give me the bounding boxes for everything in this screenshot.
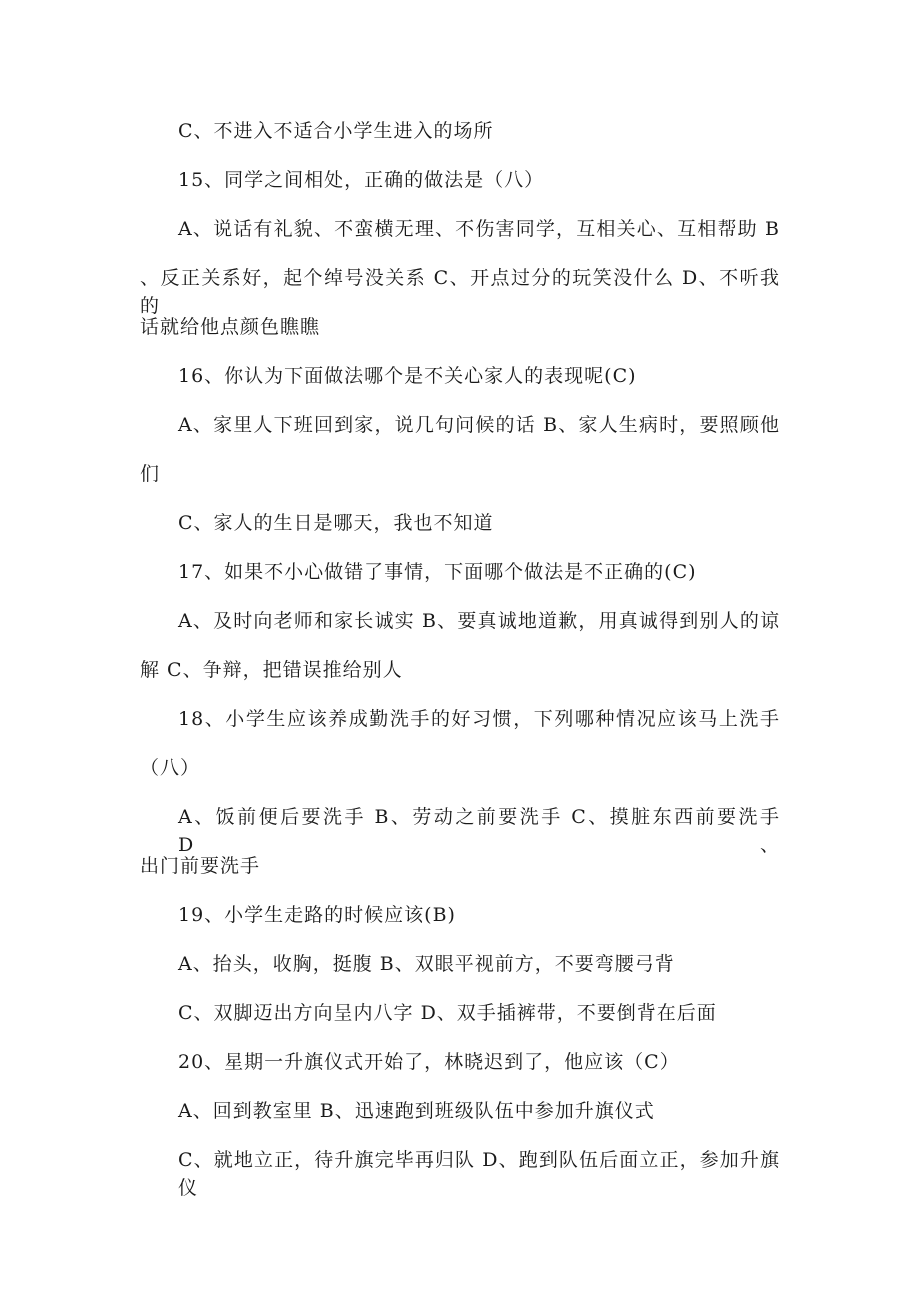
option-line: A、回到教室里 B、迅速跑到班级队伍中参加升旗仪式 xyxy=(178,1100,655,1122)
option-line: A、抬头，收胸，挺腹 B、双眼平视前方，不要弯腰弓背 xyxy=(178,953,675,975)
question-17: 17、如果不小心做错了事情，下面哪个做法是不正确的(C) xyxy=(178,561,697,583)
option-line: 话就给他点颜色瞧瞧 xyxy=(140,316,321,338)
option-line: 出门前要洗手 xyxy=(140,855,261,877)
question-20: 20、星期一升旗仪式开始了，林晓迟到了，他应该（C） xyxy=(178,1051,680,1073)
option-line: C、就地立正，待升旗完毕再归队 D、跑到队伍后面立正，参加升旗仪 xyxy=(178,1149,780,1199)
question-16: 16、你认为下面做法哪个是不关心家人的表现呢(C) xyxy=(178,365,637,387)
option-line: 们 xyxy=(140,463,161,485)
option-line: A、及时向老师和家长诚实 B、要真诚地道歉，用真诚得到别人的谅 xyxy=(178,610,780,632)
question-18-answer: （八） xyxy=(140,757,201,779)
option-line: C、家人的生日是哪天，我也不知道 xyxy=(178,512,494,534)
option-line: A、家里人下班回到家，说几句问候的话 B、家人生病时，要照顾他 xyxy=(178,414,780,436)
option-line: 解 C、争辩，把错误推给别人 xyxy=(140,659,403,681)
option-line: A、说话有礼貌、不蛮横无理、不伤害同学，互相关心、互相帮助 B xyxy=(178,218,780,240)
option-line: A、饭前便后要洗手 B、劳动之前要洗手 C、摸脏东西前要洗手 D、 xyxy=(178,806,780,856)
question-18: 18、小学生应该养成勤洗手的好习惯，下列哪种情况应该马上洗手 xyxy=(178,708,780,730)
option-line: C、不进入不适合小学生进入的场所 xyxy=(178,120,494,142)
question-19: 19、小学生走路的时候应该(B) xyxy=(178,904,456,926)
question-15: 15、同学之间相处，正确的做法是（八） xyxy=(178,169,545,191)
option-line: 、反正关系好，起个绰号没关系 C、开点过分的玩笑没什么 D、不听我的 xyxy=(140,267,780,317)
option-line: C、双脚迈出方向呈内八字 D、双手插裤带，不要倒背在后面 xyxy=(178,1002,717,1024)
